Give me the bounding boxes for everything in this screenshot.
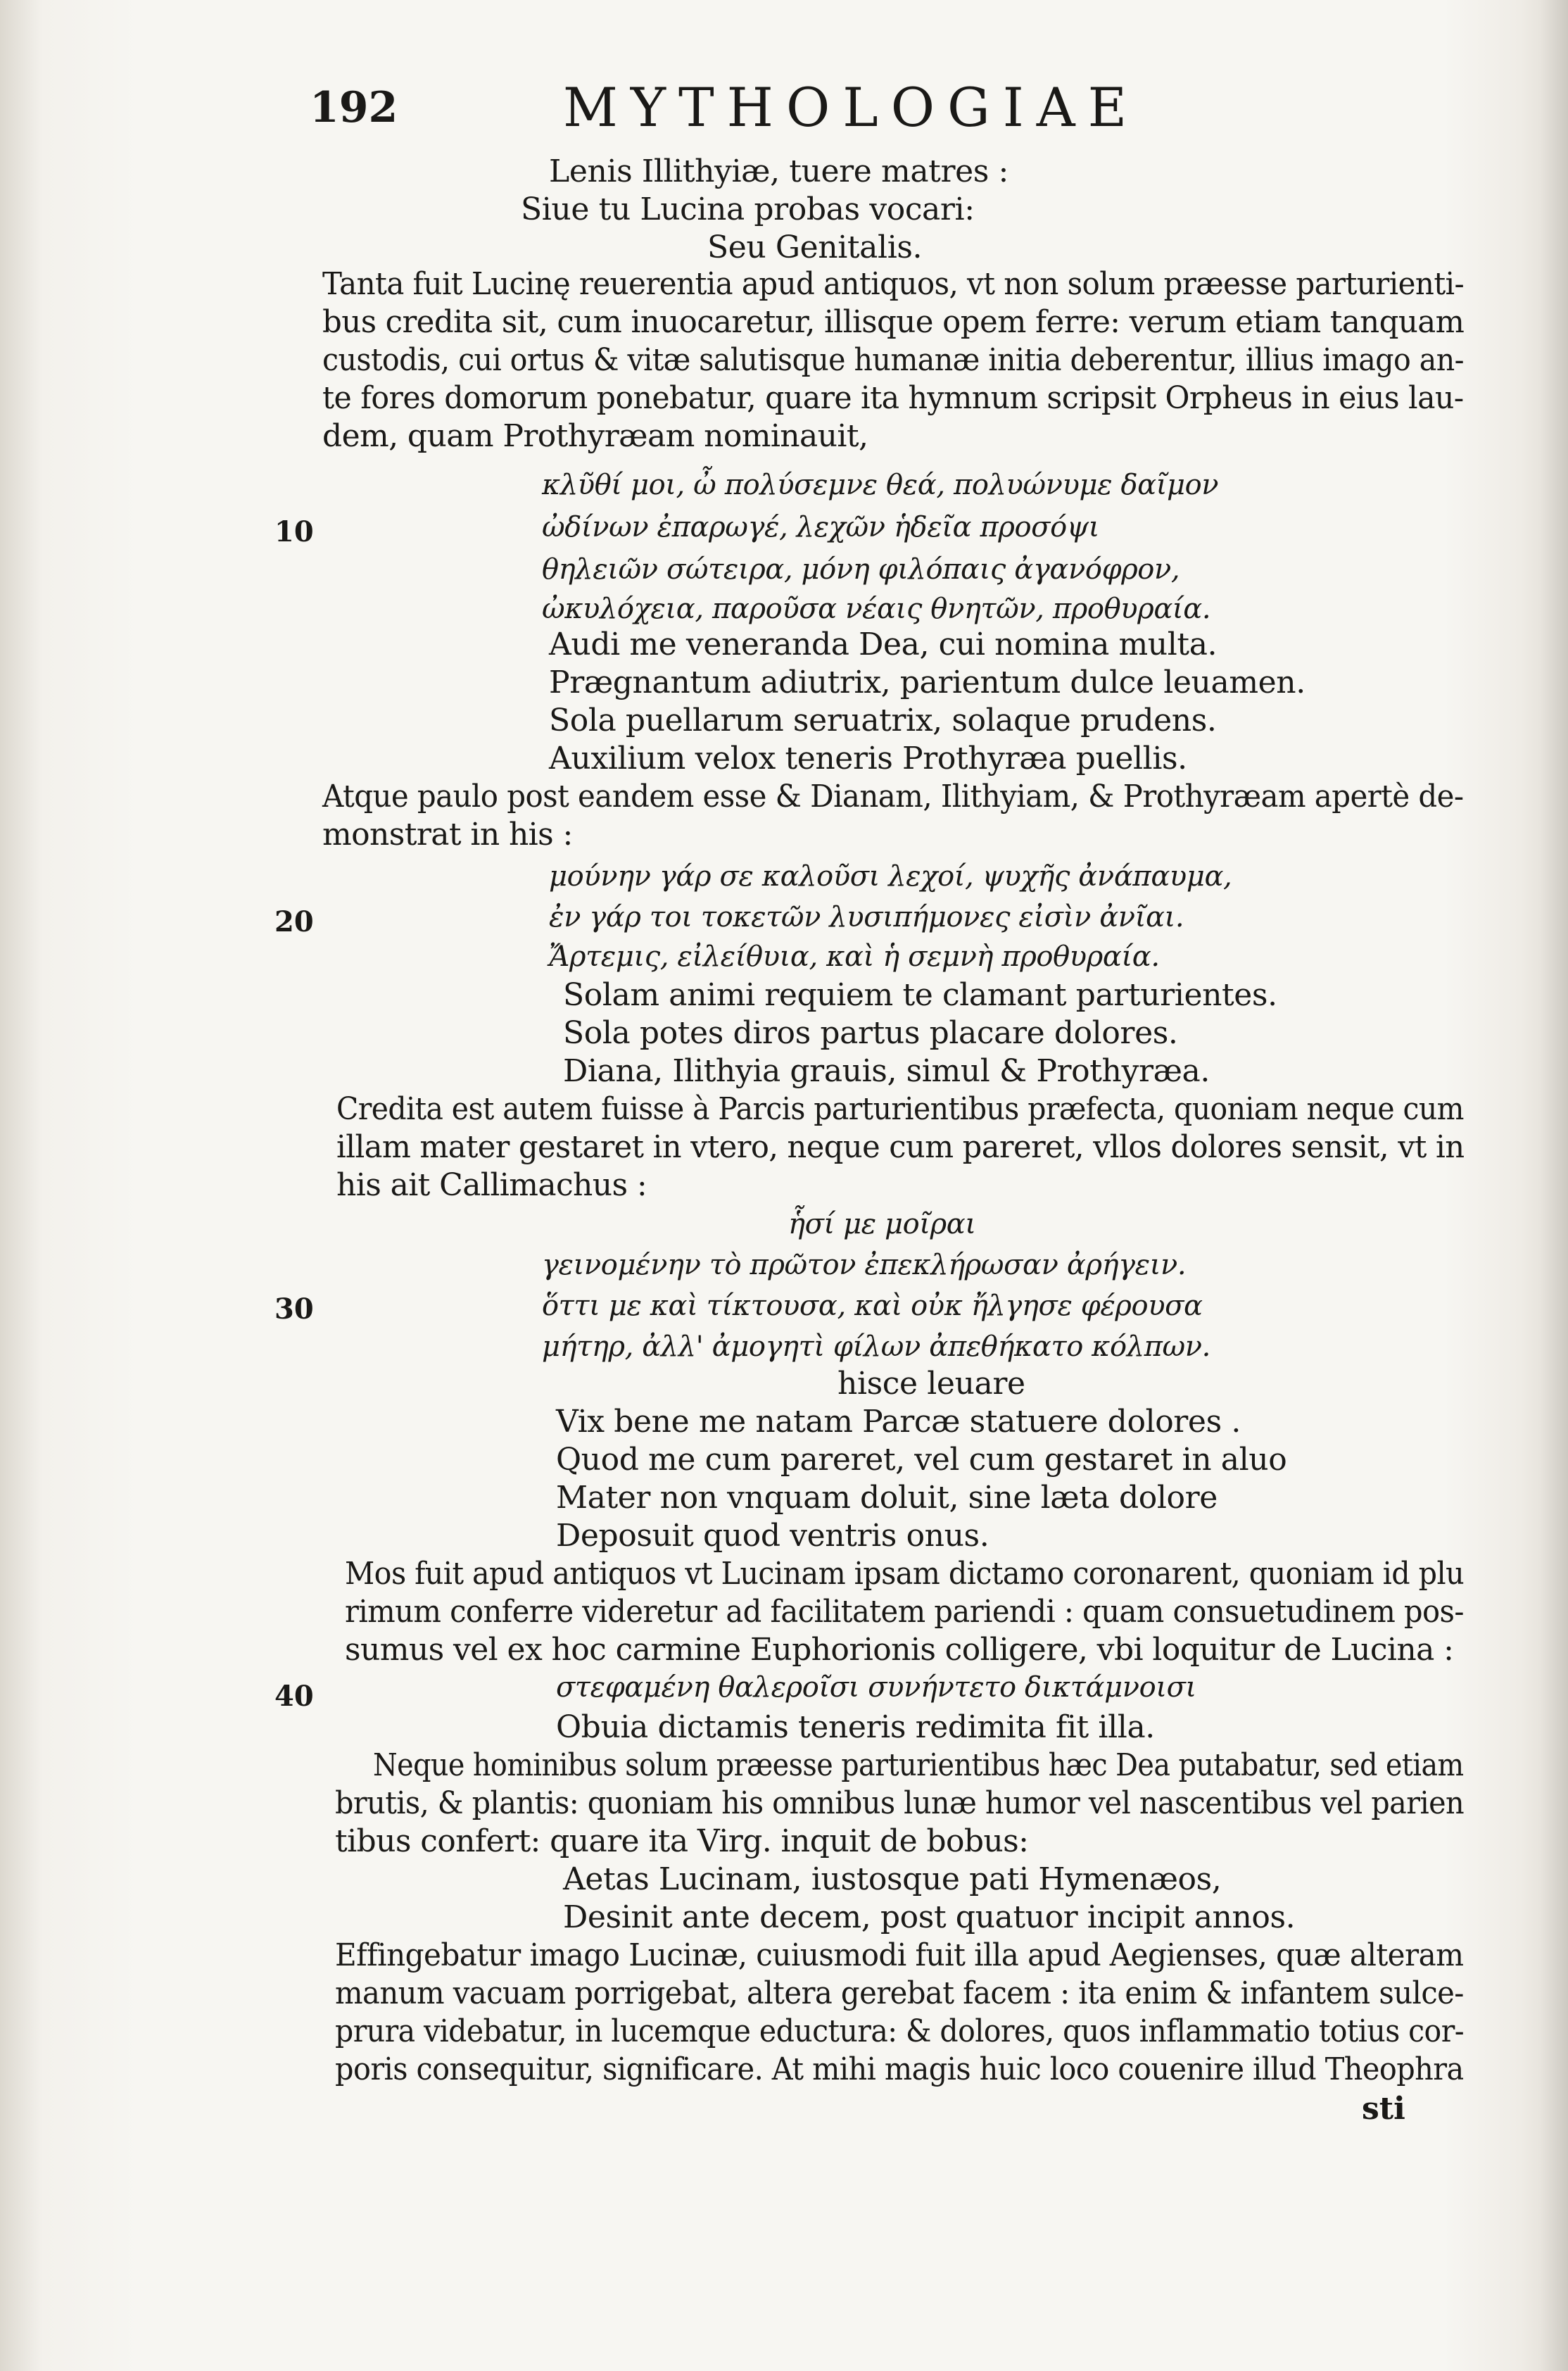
text-line: Siue tu Lucina probas vocari:: [521, 191, 975, 227]
text-line: Obuia dictamis teneris redimita fit illa.: [556, 1709, 1155, 1745]
text-line: prura videbatur, in lucemque eductura: & dolores, quos inflammatio totius cor-: [335, 2013, 1465, 2049]
text-line: Credita est autem fuisse à Parcis parturientibus præfecta, quoniam neque cum: [336, 1091, 1464, 1127]
text-line: brutis, & plantis: quoniam his omnibus lunæ humor vel nascentibus vel parien: [335, 1785, 1465, 1821]
text-line: Vix bene me natam Parcæ statuere dolores .: [556, 1404, 1241, 1440]
page-edge-shadow: [1540, 0, 1568, 2371]
text-line: Desinit ante decem, post quatuor incipit annos.: [563, 1899, 1296, 1935]
text-line: Lenis Illithyiæ, tuere matres :: [549, 153, 1009, 189]
text-line: his ait Callimachus :: [336, 1167, 647, 1203]
text-line: Mater non vnquam doluit, sine læta dolore: [556, 1480, 1218, 1516]
text-line: Aetas Lucinam, iustosque pati Hymenæos,: [563, 1861, 1222, 1897]
text-line: poris consequitur, significare. At mihi magis huic loco couenire illud Theophra: [335, 2051, 1464, 2087]
text-line: Seu Genitalis.: [707, 229, 923, 265]
line-number-10: 10: [274, 515, 314, 548]
text-line: Auxilium velox teneris Prothyræa puellis.: [549, 741, 1187, 776]
greek-line: κλῦθί μοι, ὦ πολύσεμνε θεά, πολυώνυμε δαῖμον: [542, 469, 1219, 501]
text-line: Sola puellarum seruatrix, solaque prudens.: [549, 703, 1217, 738]
text-line: Sola potes diros partus placare dolores.: [563, 1015, 1178, 1051]
text-line: Quod me cum pareret, vel cum gestaret in aluo: [556, 1442, 1287, 1478]
text-line: custodis, cui ortus & vitæ salutisque humanæ initia deberentur, illius imago an-: [322, 342, 1465, 378]
greek-line: μήτηρ, ἀλλ' ἀμογητὶ φίλων ἀπεθήκατο κόλπων.: [542, 1331, 1210, 1363]
greek-line: ὠκυλόχεια, παροῦσα νέαις θνητῶν, προθυραία.: [542, 593, 1211, 625]
text-line: Neque hominibus solum præesse parturientibus hæc Dea putabatur, sed etiam: [373, 1747, 1464, 1783]
greek-line: μούνην γάρ σε καλοῦσι λεχοί, ψυχῆς ἀνάπαυμα,: [549, 860, 1232, 893]
text-line: manum vacuam porrigebat, altera gerebat facem : ita enim & infantem sulce-: [335, 1975, 1464, 2011]
greek-line: ὅττι με καὶ τίκτουσα, καὶ οὐκ ἤλγησε φέρουσα: [542, 1290, 1203, 1322]
page-number: 192: [310, 83, 398, 132]
text-line: tibus confert: quare ita Virg. inquit de bobus:: [335, 1823, 1029, 1859]
text-line: sumus vel ex hoc carmine Euphorionis colligere, vbi loquitur de Lucina :: [345, 1632, 1454, 1668]
text-line: Deposuit quod ventris onus.: [556, 1518, 990, 1554]
line-number-40: 40: [274, 1680, 314, 1713]
text-line: Effingebatur imago Lucinæ, cuiusmodi fuit illa apud Aegienses, quæ alteram: [335, 1937, 1464, 1973]
text-line: Diana, Ilithyia grauis, simul & Prothyræa.: [563, 1053, 1210, 1089]
text-line: Mos fuit apud antiquos vt Lucinam ipsam dictamo coronarent, quoniam id plu: [345, 1556, 1465, 1592]
text-line: Prægnantum adiutrix, parientum dulce leuamen.: [549, 665, 1305, 700]
greek-line: στεφαμένη θαλεροῖσι συνήντετο δικτάμνοισι: [556, 1671, 1196, 1704]
text-line: Atque paulo post eandem esse & Dianam, Ilithyiam, & Prothyræam apertè de-: [322, 779, 1464, 815]
greek-line: Ἄρτεμις, εἰλείθυια, καὶ ἡ σεμνὴ προθυραία.: [549, 941, 1160, 973]
text-line: te fores domorum ponebatur, quare ita hymnum scripsit Orpheus in eius lau-: [322, 380, 1464, 416]
catchword: sti: [1362, 2091, 1405, 2127]
text-line: hisce leuare: [837, 1366, 1025, 1402]
running-title: MYTHOLOGIAE: [563, 76, 1140, 139]
text-line: dem, quam Prothyræam nominauit,: [322, 418, 868, 454]
text-line: Solam animi requiem te clamant parturientes.: [563, 977, 1277, 1013]
text-line: bus credita sit, cum inuocaretur, illisque opem ferre: verum etiam tanquam: [322, 304, 1465, 340]
greek-line: ὠδίνων ἐπαρωγέ, λεχῶν ἡδεῖα προσόψι: [542, 511, 1099, 543]
line-number-30: 30: [274, 1293, 314, 1326]
text-line: rimum conferre videretur ad facilitatem pariendi : quam consuetudinem pos-: [345, 1594, 1464, 1630]
line-number-20: 20: [274, 905, 314, 938]
greek-line: γεινομένην τὸ πρῶτον ἐπεκλήρωσαν ἀρήγειν.: [542, 1249, 1187, 1281]
greek-line: ἐν γάρ τοι τοκετῶν λυσιπήμονες εἰσὶν ἀνῖαι.: [549, 901, 1184, 933]
text-line: monstrat in his :: [322, 817, 573, 853]
greek-line: ἧσί με μοῖραι: [788, 1208, 976, 1240]
text-line: Tanta fuit Lucinę reuerentia apud antiquos, vt non solum præesse parturienti-: [322, 266, 1465, 302]
greek-line: θηλειῶν σώτειρα, μόνη φιλόπαις ἀγανόφρον,: [542, 553, 1180, 586]
text-line: illam mater gestaret in vtero, neque cum pareret, vllos dolores sensit, vt in: [336, 1129, 1465, 1165]
text-line: Audi me veneranda Dea, cui nomina multa.: [549, 627, 1218, 662]
